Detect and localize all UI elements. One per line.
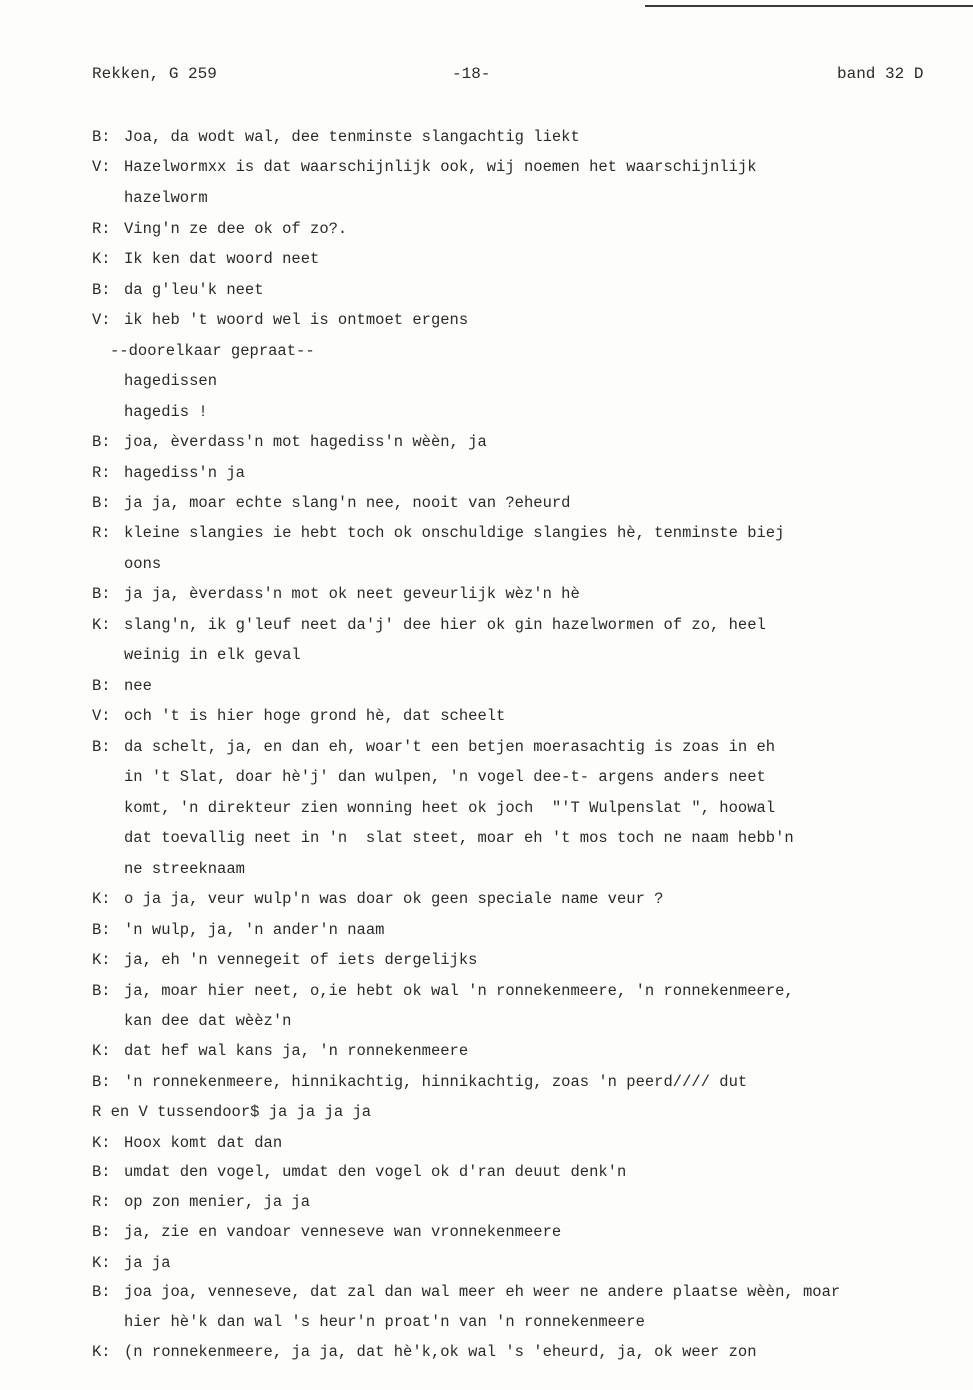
continuation-text: --doorelkaar gepraat-- [110, 342, 315, 360]
utterance-text: dat hef wal kans ja, 'n ronnekenmeere [124, 1042, 469, 1060]
continuation-text: hier hè'k dan wal 's heur'n proat'n van 'n ronnekenmeere [124, 1313, 645, 1331]
speaker-label: K: [92, 1042, 111, 1060]
continuation-text: hagedis ! [124, 403, 208, 421]
utterance-text: slang'n, ik g'leuf neet da'j' dee hier ok gin hazelwormen of zo, heel [124, 616, 766, 634]
speaker-label: B: [92, 677, 111, 695]
speaker-label: B: [92, 921, 111, 939]
utterance-text: hagediss'n ja [124, 464, 245, 482]
speaker-label: B: [92, 1163, 111, 1181]
speaker-label: B: [92, 982, 111, 1000]
utterance-text: Ving'n ze dee ok of zo?. [124, 220, 348, 238]
continuation-text: komt, 'n direkteur zien wonning heet ok joch "'T Wulpenslat ", hoowal [124, 799, 776, 817]
speaker-label: B: [92, 738, 111, 756]
utterance-text: Joa, da wodt wal, dee tenminste slangachtig liekt [124, 128, 580, 146]
continuation-text: hagedissen [124, 372, 218, 390]
utterance-text: op zon menier, ja ja [124, 1193, 311, 1211]
utterance-text: joa, èverdass'n mot hagediss'n wèèn, ja [124, 433, 487, 451]
speaker-label: V: [92, 158, 111, 176]
speaker-label: B: [92, 1283, 111, 1301]
speaker-label: B: [92, 433, 111, 451]
speaker-label: R: [92, 524, 111, 542]
speaker-label: V: [92, 707, 111, 725]
utterance-text: (n ronnekenmeere, ja ja, dat hè'k,ok wal 's 'eheurd, ja, ok weer zon [124, 1343, 757, 1361]
utterance-text: 'n ronnekenmeere, hinnikachtig, hinnikachtig, zoas 'n peerd//// dut [124, 1073, 748, 1091]
speaker-label: K: [92, 1134, 111, 1152]
speaker-label: V: [92, 311, 111, 329]
utterance-text: umdat den vogel, umdat den vogel ok d'ran deuut denk'n [124, 1163, 627, 1181]
tape-label: band 32 D [837, 65, 924, 83]
speaker-label: K: [92, 1254, 111, 1272]
continuation-text: dat toevallig neet in 'n slat steet, moar eh 't mos toch ne naam hebb'n [124, 829, 794, 847]
speaker-label: K: [92, 951, 111, 969]
speaker-label: R: [92, 464, 111, 482]
speaker-label: B: [92, 128, 111, 146]
utterance-text: och 't is hier hoge grond hè, dat scheelt [124, 707, 506, 725]
utterance-text: ja, moar hier neet, o,ie hebt ok wal 'n ronnekenmeere, 'n ronnekenmeere, [124, 982, 794, 1000]
speaker-label: B: [92, 1073, 111, 1091]
speaker-label: K: [92, 616, 111, 634]
utterance-text: o ja ja, veur wulp'n was doar ok geen speciale name veur ? [124, 890, 664, 908]
speaker-label: R: [92, 1193, 111, 1211]
utterance-text: ja, eh 'n vennegeit of iets dergelijks [124, 951, 478, 969]
speaker-label: K: [92, 1343, 111, 1361]
utterance-text: ja ja [124, 1254, 171, 1272]
continuation-text: weinig in elk geval [124, 646, 301, 664]
utterance-text: 'n wulp, ja, 'n ander'n naam [124, 921, 385, 939]
speaker-label: K: [92, 250, 111, 268]
speaker-label: R: [92, 220, 111, 238]
header-location: Rekken, G 259 [92, 65, 217, 83]
utterance-text: nee [124, 677, 152, 695]
speaker-label: R en V tussendoor$ ja ja ja ja [92, 1103, 372, 1121]
speaker-label: B: [92, 1223, 111, 1241]
utterance-text: Hoox komt dat dan [124, 1134, 283, 1152]
speaker-label: B: [92, 281, 111, 299]
continuation-text: kan dee dat wèèz'n [124, 1012, 292, 1030]
utterance-text: da schelt, ja, en dan eh, woar't een betjen moerasachtig is zoas in eh [124, 738, 776, 756]
page-number: -18- [452, 65, 491, 83]
utterance-text: Ik ken dat woord neet [124, 250, 320, 268]
utterance-text: ik heb 't woord wel is ontmoet ergens [124, 311, 469, 329]
utterance-text: joa joa, venneseve, dat zal dan wal meer eh weer ne andere plaatse wèèn, moar [124, 1283, 841, 1301]
continuation-text: oons [124, 555, 162, 573]
utterance-text: Hazelwormxx is dat waarschijnlijk ook, wij noemen het waarschijnlijk [124, 158, 757, 176]
continuation-text: in 't Slat, doar hè'j' dan wulpen, 'n vogel dee-t- argens anders neet [124, 768, 766, 786]
speaker-label: B: [92, 494, 111, 512]
utterance-text: ja, zie en vandoar venneseve wan vronnekenmeere [124, 1223, 562, 1241]
continuation-text: ne streeknaam [124, 860, 245, 878]
top-rule [645, 5, 973, 7]
continuation-text: hazelworm [124, 189, 208, 207]
utterance-text: ja ja, moar echte slang'n nee, nooit van ?eheurd [124, 494, 571, 512]
utterance-text: ja ja, èverdass'n mot ok neet geveurlijk wèz'n hè [124, 585, 580, 603]
utterance-text: da g'leu'k neet [124, 281, 264, 299]
utterance-text: kleine slangies ie hebt toch ok onschuldige slangies hè, tenminste biej [124, 524, 785, 542]
speaker-label: B: [92, 585, 111, 603]
speaker-label: K: [92, 890, 111, 908]
